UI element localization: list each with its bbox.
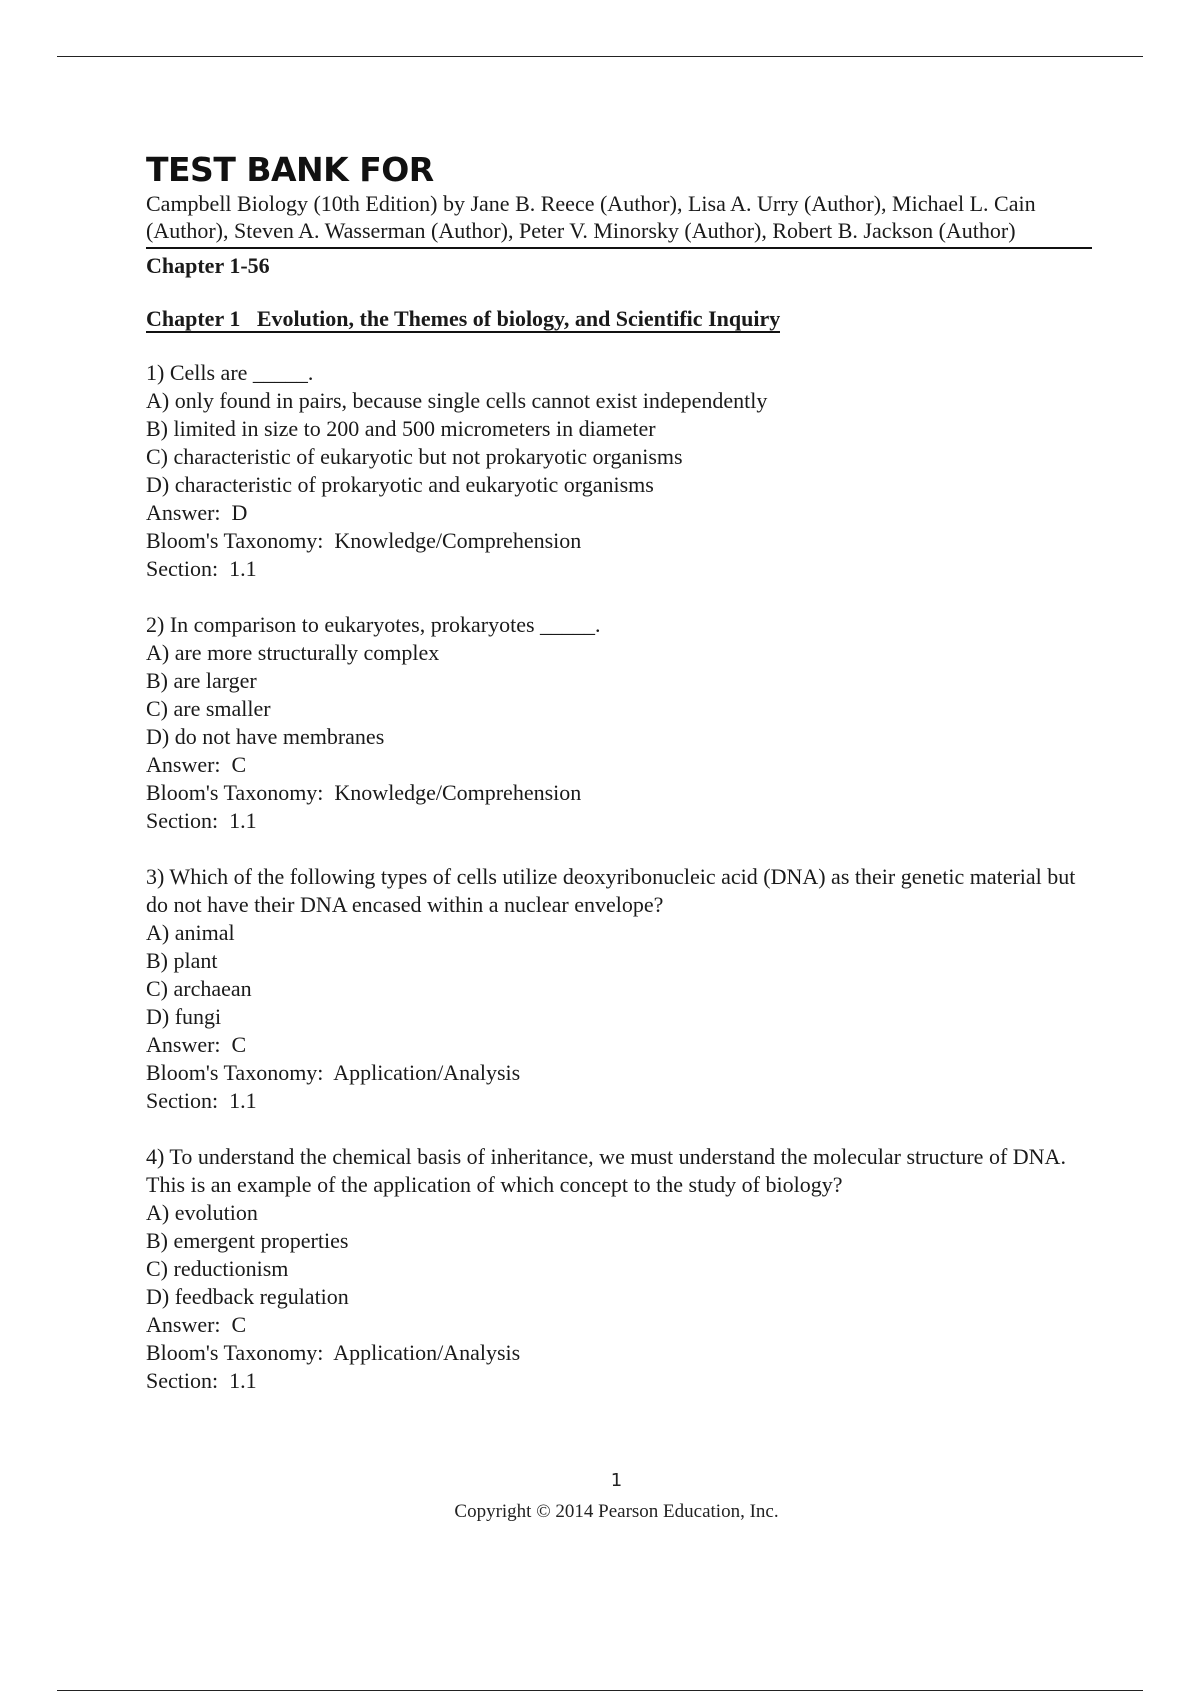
page-content xyxy=(146,150,1092,1395)
section-ref: Section: 1.1 xyxy=(146,1368,257,1393)
answer-option: B) emergent properties xyxy=(146,1228,349,1253)
bottom-rule xyxy=(57,1690,1143,1691)
answer-option: C) characteristic of eukaryotic but not prokaryotic organisms xyxy=(146,444,683,469)
blooms-taxonomy: Bloom's Taxonomy: Knowledge/Comprehension xyxy=(146,780,582,805)
blooms-taxonomy: Bloom's Taxonomy: Application/Analysis xyxy=(146,1060,521,1085)
answer-option: D) feedback regulation xyxy=(146,1284,349,1309)
answer-option: A) animal xyxy=(146,920,235,945)
section-ref: Section: 1.1 xyxy=(146,556,257,581)
answer-key: Answer: D xyxy=(146,500,248,525)
blooms-taxonomy: Bloom's Taxonomy: Application/Analysis xyxy=(146,1340,521,1365)
answer-option: D) fungi xyxy=(146,1004,222,1029)
question-3 xyxy=(146,863,1092,1115)
question-stem: 2) In comparison to eukaryotes, prokaryotes _____. xyxy=(146,612,601,637)
answer-option: C) are smaller xyxy=(146,696,271,721)
answer-key: Answer: C xyxy=(146,752,247,777)
document-title: TEST BANK FOR xyxy=(146,150,434,189)
section-ref: Section: 1.1 xyxy=(146,1088,257,1113)
question-1 xyxy=(146,359,1092,583)
question-2 xyxy=(146,611,1092,835)
question-stem: 1) Cells are _____. xyxy=(146,360,314,385)
chapter-heading: Chapter 1 Evolution, the Themes of biology, and Scientific Inquiry xyxy=(146,306,781,331)
answer-option: C) reductionism xyxy=(146,1256,289,1281)
answer-option: D) characteristic of prokaryotic and eukaryotic organisms xyxy=(146,472,654,497)
answer-option: B) plant xyxy=(146,948,218,973)
answer-key: Answer: C xyxy=(146,1032,247,1057)
question-4 xyxy=(146,1143,1092,1395)
answer-option: C) archaean xyxy=(146,976,252,1001)
answer-option: A) are more structurally complex xyxy=(146,640,440,665)
section-ref: Section: 1.1 xyxy=(146,808,257,833)
book-citation: Campbell Biology (10th Edition) by Jane B. Reece (Author), Lisa A. Urry (Author), Michael L. Cain (Author), Steven A. Wasserman (Author), Peter V. Minorsky (Author), Robert B. Jackson (Author) xyxy=(146,190,1092,249)
answer-option: B) limited in size to 200 and 500 micrometers in diameter xyxy=(146,416,656,441)
answer-option: D) do not have membranes xyxy=(146,724,385,749)
answer-option: B) are larger xyxy=(146,668,257,693)
question-stem: 4) To understand the chemical basis of inheritance, we must understand the molecular structure of DNA. This is an example of the application of which concept to the study of biology? xyxy=(146,1144,1072,1197)
blooms-taxonomy: Bloom's Taxonomy: Knowledge/Comprehension xyxy=(146,528,582,553)
copyright-notice: Copyright © 2014 Pearson Education, Inc. xyxy=(454,1501,779,1522)
answer-key: Answer: C xyxy=(146,1312,247,1337)
answer-option: A) evolution xyxy=(146,1200,258,1225)
chapter-range: Chapter 1-56 xyxy=(146,253,270,278)
page-number: 1 xyxy=(610,1470,623,1491)
question-stem: 3) Which of the following types of cells utilize deoxyribonucleic acid (DNA) as their genetic material but do not have their DNA encased within a nuclear envelope? xyxy=(146,864,1081,917)
answer-option: A) only found in pairs, because single cells cannot exist independently xyxy=(146,388,768,413)
top-rule xyxy=(57,56,1143,57)
